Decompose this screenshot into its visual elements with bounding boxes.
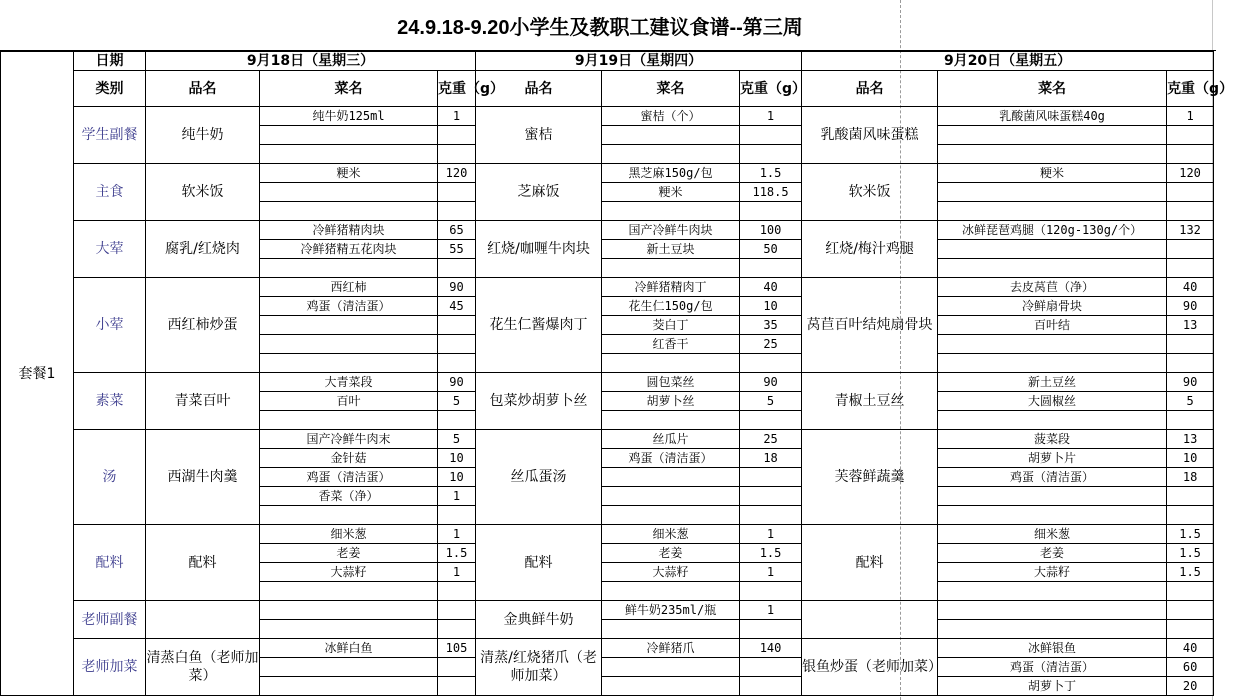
dish-cell[interactable] (476, 373, 602, 430)
ingredient-cell[interactable] (938, 259, 1167, 278)
ingredient-cell[interactable] (260, 658, 438, 677)
menu-line (1, 601, 1214, 620)
dish-cell[interactable] (146, 430, 260, 525)
ingredient-cell[interactable] (938, 183, 1167, 202)
category-cell[interactable] (74, 430, 146, 525)
weight-cell[interactable] (1167, 411, 1214, 430)
ingredient-cell[interactable] (260, 145, 438, 164)
weight-cell[interactable]: 1 (740, 525, 802, 544)
ingredient-cell[interactable]: 新土豆块 (602, 240, 740, 259)
dish-text: 配料 (524, 554, 553, 571)
dish-cell[interactable] (476, 430, 602, 525)
date-label-cell[interactable] (74, 52, 146, 71)
ingredient-cell[interactable]: 金针菇 (260, 449, 438, 468)
day-header-1[interactable] (146, 52, 476, 71)
weight-cell[interactable] (740, 259, 802, 278)
ingredient-cell[interactable]: 蜜桔（个） (602, 107, 740, 126)
weight-cell[interactable] (1167, 354, 1214, 373)
weight-cell[interactable]: 120 (1167, 164, 1214, 183)
dish-text: 西红柿炒蛋 (167, 317, 238, 333)
weight-cell[interactable]: 90 (1167, 297, 1214, 316)
dish-cell[interactable] (802, 430, 938, 525)
weight-cell[interactable]: 13 (1167, 430, 1214, 449)
weight-cell[interactable] (438, 620, 476, 639)
category-cell[interactable] (74, 639, 146, 696)
weight-cell[interactable]: 1 (1167, 107, 1214, 126)
category-text: 学生副餐 (81, 127, 138, 143)
ingredient-cell[interactable]: 西红柿 (260, 278, 438, 297)
weight-cell[interactable]: 1.5 (740, 544, 802, 563)
menu-line (1, 221, 1214, 240)
ingredient-header-3[interactable] (938, 71, 1167, 107)
weight-cell[interactable]: 120 (438, 164, 476, 183)
weight-cell[interactable]: 10 (1167, 449, 1214, 468)
weight-cell[interactable] (740, 487, 802, 506)
dish-text: 配料 (855, 554, 884, 571)
category-cell[interactable] (74, 164, 146, 221)
ingredient-cell[interactable]: 丝瓜片 (602, 430, 740, 449)
weight-cell[interactable] (1167, 620, 1214, 639)
weight-cell[interactable] (1167, 582, 1214, 601)
weight-header-text: 克重（g） (740, 80, 807, 97)
ingredient-cell[interactable]: 鸡蛋（清洁蛋） (260, 297, 438, 316)
dish-cell[interactable] (802, 525, 938, 601)
ingredient-cell[interactable]: 新土豆丝 (938, 373, 1167, 392)
weight-cell[interactable] (438, 259, 476, 278)
dish-text: 软米饭 (848, 184, 891, 200)
dish-cell[interactable] (146, 107, 260, 164)
weight-cell[interactable]: 65 (438, 221, 476, 240)
ingredient-cell[interactable]: 冷鲜扇骨块 (938, 297, 1167, 316)
ingredient-cell[interactable] (938, 506, 1167, 525)
ingredient-cell[interactable] (602, 468, 740, 487)
dish-text: 金典鲜牛奶 (503, 611, 574, 628)
weight-cell[interactable] (1167, 335, 1214, 354)
dish-cell[interactable] (802, 278, 938, 373)
dish-header-3[interactable] (802, 71, 938, 107)
weight-cell[interactable]: 55 (438, 240, 476, 259)
dish-cell[interactable] (802, 601, 938, 639)
date-label: 日期 (95, 53, 124, 69)
ingredient-cell[interactable] (260, 601, 438, 620)
category-cell[interactable] (74, 278, 146, 373)
dish-text: 红烧/梅汁鸡腿 (825, 241, 914, 257)
ingredient-cell[interactable]: 细米葱 (260, 525, 438, 544)
category-text: 老师副餐 (81, 611, 138, 628)
ingredient-cell[interactable] (938, 411, 1167, 430)
weight-header-3[interactable] (1167, 71, 1233, 107)
dish-cell[interactable] (476, 525, 602, 601)
ingredient-cell[interactable] (260, 126, 438, 145)
weight-cell[interactable]: 40 (1167, 278, 1214, 297)
weight-cell[interactable]: 13 (1167, 316, 1214, 335)
ingredient-cell[interactable]: 细米葱 (602, 525, 740, 544)
ingredient-cell[interactable] (938, 126, 1167, 145)
ingredient-cell[interactable]: 去皮莴苣（净） (938, 278, 1167, 297)
ingredient-cell[interactable]: 大圆椒丝 (938, 392, 1167, 411)
ingredient-cell[interactable]: 纯牛奶125ml (260, 107, 438, 126)
weight-cell[interactable] (438, 677, 476, 696)
page-title (0, 0, 1216, 51)
date-row (1, 52, 1214, 71)
ingredient-cell[interactable]: 冷鲜猪精五花肉块 (260, 240, 438, 259)
weight-cell[interactable]: 5 (1167, 392, 1214, 411)
weight-cell[interactable]: 5 (740, 392, 802, 411)
dish-cell[interactable] (146, 601, 260, 639)
ingredient-cell[interactable]: 茭白丁 (602, 316, 740, 335)
ingredient-cell[interactable]: 胡萝卜丝 (602, 392, 740, 411)
ingredient-cell[interactable]: 鲜牛奶235ml/瓶 (602, 601, 740, 620)
weight-cell[interactable]: 132 (1167, 221, 1214, 240)
ingredient-header-2[interactable] (602, 71, 740, 107)
ingredient-cell[interactable] (260, 316, 438, 335)
category-text: 大荤 (95, 241, 124, 257)
dish-text: 包菜炒胡萝卜丝 (489, 393, 588, 409)
ingredient-cell[interactable]: 国产冷鲜牛肉末 (260, 430, 438, 449)
page-title-text: 24.9.18-9.20小学生及教职工建议食谱--第三周 (397, 16, 803, 39)
ingredient-header-1[interactable] (260, 71, 438, 107)
weight-cell[interactable] (1167, 506, 1214, 525)
weight-cell[interactable] (1167, 601, 1214, 620)
dish-header-text: 品名 (524, 80, 553, 97)
dish-cell[interactable] (802, 639, 943, 696)
day-header-3-text: 9月20日（星期五） (943, 53, 1072, 69)
weight-cell[interactable] (438, 658, 476, 677)
category-cell[interactable] (74, 601, 146, 639)
weight-cell[interactable] (740, 658, 802, 677)
weight-cell[interactable]: 1.5 (1167, 525, 1214, 544)
weight-cell[interactable] (438, 316, 476, 335)
dish-cell[interactable] (476, 221, 602, 278)
weight-header-text: 克重（g） (1167, 80, 1233, 97)
weight-cell[interactable]: 35 (740, 316, 802, 335)
ingredient-cell[interactable]: 大蒜籽 (938, 563, 1167, 582)
dish-cell[interactable] (476, 278, 602, 373)
ingredient-cell[interactable]: 粳米 (602, 183, 740, 202)
category-cell[interactable] (74, 525, 146, 601)
menu-line (1, 107, 1214, 126)
weight-cell[interactable] (740, 202, 802, 221)
weight-cell[interactable] (438, 202, 476, 221)
set-label-cell[interactable] (1, 52, 74, 696)
dish-cell[interactable] (802, 164, 938, 221)
ingredient-cell[interactable] (938, 487, 1167, 506)
weight-cell[interactable]: 90 (1167, 373, 1214, 392)
weight-cell[interactable] (740, 411, 802, 430)
dish-text: 青菜百叶 (174, 393, 231, 409)
ingredient-cell[interactable]: 鸡蛋（清洁蛋） (260, 468, 438, 487)
ingredient-cell[interactable]: 粳米 (938, 164, 1167, 183)
ingredient-cell[interactable] (938, 145, 1167, 164)
dish-cell[interactable] (476, 601, 602, 639)
ingredient-cell[interactable]: 鸡蛋（清洁蛋） (602, 449, 740, 468)
dish-cell[interactable] (146, 373, 260, 430)
category-cell[interactable] (74, 221, 146, 278)
weight-cell[interactable] (438, 411, 476, 430)
weight-cell[interactable]: 1 (438, 563, 476, 582)
weight-cell[interactable] (438, 582, 476, 601)
ingredient-header-text: 菜名 (656, 80, 685, 97)
ingredient-cell[interactable] (938, 240, 1167, 259)
weight-cell[interactable]: 10 (438, 468, 476, 487)
weight-cell[interactable]: 140 (740, 639, 802, 658)
dish-cell[interactable] (802, 373, 938, 430)
menu-line (1, 430, 1214, 449)
weight-cell[interactable]: 1.5 (1167, 563, 1214, 582)
weight-cell[interactable] (740, 354, 802, 373)
ingredient-cell[interactable] (260, 202, 438, 221)
weight-cell[interactable] (740, 620, 802, 639)
ingredient-cell[interactable] (938, 354, 1167, 373)
ingredient-cell[interactable] (260, 183, 438, 202)
ingredient-cell[interactable] (260, 582, 438, 601)
category-text: 小荤 (95, 317, 124, 333)
weight-cell[interactable] (740, 582, 802, 601)
dish-text: 西湖牛肉羹 (167, 469, 238, 485)
ingredient-cell[interactable] (938, 620, 1167, 639)
weight-cell[interactable]: 18 (740, 449, 802, 468)
weight-cell[interactable]: 5 (438, 392, 476, 411)
weight-header-2[interactable] (740, 71, 807, 107)
ingredient-header-text: 菜名 (334, 80, 363, 97)
ingredient-cell[interactable] (938, 202, 1167, 221)
ingredient-cell[interactable] (260, 506, 438, 525)
category-text: 配料 (95, 554, 124, 571)
weight-cell[interactable] (438, 335, 476, 354)
ingredient-cell[interactable]: 胡萝卜丁 (938, 677, 1167, 696)
day-header-1-text: 9月18日（星期三） (246, 53, 375, 69)
weight-cell[interactable] (1167, 183, 1214, 202)
menu-line (1, 639, 1214, 658)
ingredient-cell[interactable] (602, 259, 740, 278)
ingredient-cell[interactable]: 粳米 (260, 164, 438, 183)
ingredient-cell[interactable] (938, 335, 1167, 354)
ingredient-cell[interactable] (260, 335, 438, 354)
weight-cell[interactable]: 90 (740, 373, 802, 392)
category-cell[interactable] (74, 107, 146, 164)
ingredient-cell[interactable]: 老姜 (602, 544, 740, 563)
ingredient-cell[interactable] (602, 506, 740, 525)
ingredient-cell[interactable]: 大青菜段 (260, 373, 438, 392)
ingredient-cell[interactable]: 细米葱 (938, 525, 1167, 544)
dish-cell[interactable] (802, 221, 938, 278)
ingredient-cell[interactable]: 香菜（净） (260, 487, 438, 506)
ingredient-cell[interactable] (602, 202, 740, 221)
ingredient-cell[interactable]: 冰鲜琵琶鸡腿（120g-130g/个） (938, 221, 1167, 240)
dish-text: 银鱼炒蛋（老师加菜） (802, 659, 943, 675)
day-header-2[interactable] (476, 52, 802, 71)
weight-header-text: 克重（g） (438, 80, 505, 97)
weight-cell[interactable]: 1.5 (1167, 544, 1214, 563)
weight-cell[interactable] (740, 468, 802, 487)
weight-cell[interactable]: 20 (1167, 677, 1214, 696)
ingredient-cell[interactable]: 老姜 (260, 544, 438, 563)
weight-cell[interactable]: 10 (740, 297, 802, 316)
weight-cell[interactable] (740, 506, 802, 525)
weight-cell[interactable]: 1 (438, 107, 476, 126)
ingredient-cell[interactable]: 百叶结 (938, 316, 1167, 335)
weight-cell[interactable]: 50 (740, 240, 802, 259)
category-header-text: 类别 (95, 80, 124, 97)
weight-cell[interactable] (1167, 145, 1214, 164)
ingredient-cell[interactable]: 大蒜籽 (260, 563, 438, 582)
dish-text: 花生仁酱爆肉丁 (489, 317, 588, 333)
dish-header-1[interactable] (146, 71, 260, 107)
weight-cell[interactable]: 1 (438, 525, 476, 544)
weight-cell[interactable] (438, 126, 476, 145)
menu-line (1, 373, 1214, 392)
column-header-row (1, 71, 1214, 107)
dish-text: 纯牛奶 (181, 127, 224, 143)
ingredient-cell[interactable]: 国产冷鲜牛肉块 (602, 221, 740, 240)
dish-cell[interactable] (476, 107, 602, 164)
ingredient-cell[interactable]: 冷鲜猪精肉丁 (602, 278, 740, 297)
dish-text: 莴苣百叶结炖扇骨块 (806, 317, 933, 333)
weight-cell[interactable] (1167, 126, 1214, 145)
dish-text: 乳酸菌风味蛋糕 (820, 127, 919, 143)
ingredient-cell[interactable] (260, 620, 438, 639)
weight-cell[interactable] (438, 506, 476, 525)
weight-cell[interactable]: 1.5 (438, 544, 476, 563)
weight-cell[interactable] (740, 677, 802, 696)
day-header-3[interactable] (802, 52, 1214, 71)
dish-text: 腐乳/红烧肉 (165, 241, 240, 257)
category-text: 老师加菜 (81, 659, 138, 675)
dish-text: 青椒土豆丝 (834, 393, 905, 409)
ingredient-cell[interactable] (602, 677, 740, 696)
ingredient-cell[interactable] (602, 411, 740, 430)
weight-cell[interactable]: 1.5 (740, 164, 802, 183)
weight-cell[interactable]: 105 (438, 639, 476, 658)
ingredient-cell[interactable] (602, 354, 740, 373)
ingredient-cell[interactable]: 红香干 (602, 335, 740, 354)
weight-cell[interactable]: 100 (740, 221, 802, 240)
ingredient-cell[interactable]: 黑芝麻150g/包 (602, 164, 740, 183)
ingredient-cell[interactable]: 大蒜籽 (602, 563, 740, 582)
ingredient-header-text: 菜名 (1038, 80, 1067, 97)
category-header[interactable] (74, 71, 146, 107)
weight-cell[interactable] (1167, 240, 1214, 259)
ingredient-cell[interactable]: 胡萝卜片 (938, 449, 1167, 468)
ingredient-cell[interactable] (260, 677, 438, 696)
menu-line (1, 525, 1214, 544)
ingredient-cell[interactable]: 冰鲜银鱼 (938, 639, 1167, 658)
dish-cell[interactable] (476, 639, 602, 696)
ingredient-cell[interactable] (602, 145, 740, 164)
ingredient-cell[interactable]: 老姜 (938, 544, 1167, 563)
weight-cell[interactable]: 1 (438, 487, 476, 506)
dish-text: 清蒸/红烧猪爪（老师加菜） (480, 650, 597, 684)
weight-cell[interactable]: 25 (740, 430, 802, 449)
weight-cell[interactable] (1167, 202, 1214, 221)
ingredient-cell[interactable] (602, 582, 740, 601)
weight-cell[interactable]: 45 (438, 297, 476, 316)
ingredient-cell[interactable] (602, 658, 740, 677)
ingredient-cell[interactable] (938, 601, 1167, 620)
day-header-2-text: 9月19日（星期四） (574, 53, 703, 69)
dish-cell[interactable] (146, 639, 260, 696)
dish-text: 芝麻饭 (517, 184, 560, 200)
weight-cell[interactable]: 10 (438, 449, 476, 468)
category-text: 主食 (95, 184, 124, 200)
weight-cell[interactable] (1167, 487, 1214, 506)
weight-header-1[interactable] (438, 71, 505, 107)
dish-header-text: 品名 (855, 80, 884, 97)
weight-cell[interactable]: 18 (1167, 468, 1214, 487)
dish-cell[interactable] (146, 525, 260, 601)
ingredient-cell[interactable]: 乳酸菌风味蛋糕40g (938, 107, 1167, 126)
weight-cell[interactable] (740, 145, 802, 164)
dish-text: 红烧/咖喱牛肉块 (487, 241, 590, 257)
ingredient-cell[interactable] (938, 582, 1167, 601)
dish-text: 清蒸白鱼（老师加菜） (146, 650, 259, 684)
ingredient-cell[interactable] (260, 411, 438, 430)
weight-cell[interactable]: 1 (740, 107, 802, 126)
weight-cell[interactable]: 1 (740, 601, 802, 620)
dish-text: 蜜桔 (524, 127, 553, 143)
ingredient-cell[interactable] (260, 259, 438, 278)
dish-cell[interactable] (146, 164, 260, 221)
ingredient-cell[interactable]: 冷鲜猪精肉块 (260, 221, 438, 240)
weight-cell[interactable]: 1 (740, 563, 802, 582)
weight-cell[interactable]: 90 (438, 278, 476, 297)
weight-cell[interactable]: 90 (438, 373, 476, 392)
dish-text: 软米饭 (181, 184, 224, 200)
category-text: 汤 (102, 469, 117, 485)
menu-table (0, 51, 1233, 696)
menu-line (1, 164, 1214, 183)
menu-line (1, 278, 1214, 297)
dish-header-text: 品名 (188, 80, 217, 97)
dish-text: 丝瓜蛋汤 (510, 469, 567, 485)
set-label: 套餐1 (18, 365, 56, 382)
ingredient-cell[interactable]: 百叶 (260, 392, 438, 411)
weight-cell[interactable]: 25 (740, 335, 802, 354)
weight-cell[interactable]: 5 (438, 430, 476, 449)
weight-cell[interactable] (438, 354, 476, 373)
weight-cell[interactable]: 118.5 (740, 183, 802, 202)
ingredient-cell[interactable]: 冷鲜猪爪 (602, 639, 740, 658)
ingredient-cell[interactable] (602, 126, 740, 145)
ingredient-cell[interactable] (602, 620, 740, 639)
ingredient-cell[interactable] (602, 487, 740, 506)
weight-cell[interactable] (1167, 259, 1214, 278)
weight-cell[interactable] (740, 126, 802, 145)
category-cell[interactable] (74, 373, 146, 430)
ingredient-cell[interactable]: 圆包菜丝 (602, 373, 740, 392)
ingredient-cell[interactable] (260, 354, 438, 373)
weight-cell[interactable] (438, 601, 476, 620)
dish-cell[interactable] (802, 107, 938, 164)
ingredient-cell[interactable]: 鸡蛋（清洁蛋） (938, 658, 1167, 677)
weight-cell[interactable]: 60 (1167, 658, 1214, 677)
dish-text: 芙蓉鲜蔬羹 (834, 469, 905, 485)
ingredient-cell[interactable]: 花生仁150g/包 (602, 297, 740, 316)
dish-cell[interactable] (146, 278, 260, 373)
ingredient-cell[interactable]: 冰鲜白鱼 (260, 639, 438, 658)
weight-cell[interactable] (438, 145, 476, 164)
category-text: 素菜 (95, 393, 124, 409)
weight-cell[interactable]: 40 (740, 278, 802, 297)
ingredient-cell[interactable]: 鸡蛋（清洁蛋） (938, 468, 1167, 487)
dish-cell[interactable] (146, 221, 260, 278)
dish-cell[interactable] (476, 164, 602, 221)
weight-cell[interactable] (438, 183, 476, 202)
weight-cell[interactable]: 40 (1167, 639, 1214, 658)
ingredient-cell[interactable]: 菠菜段 (938, 430, 1167, 449)
dish-text: 配料 (188, 554, 217, 571)
